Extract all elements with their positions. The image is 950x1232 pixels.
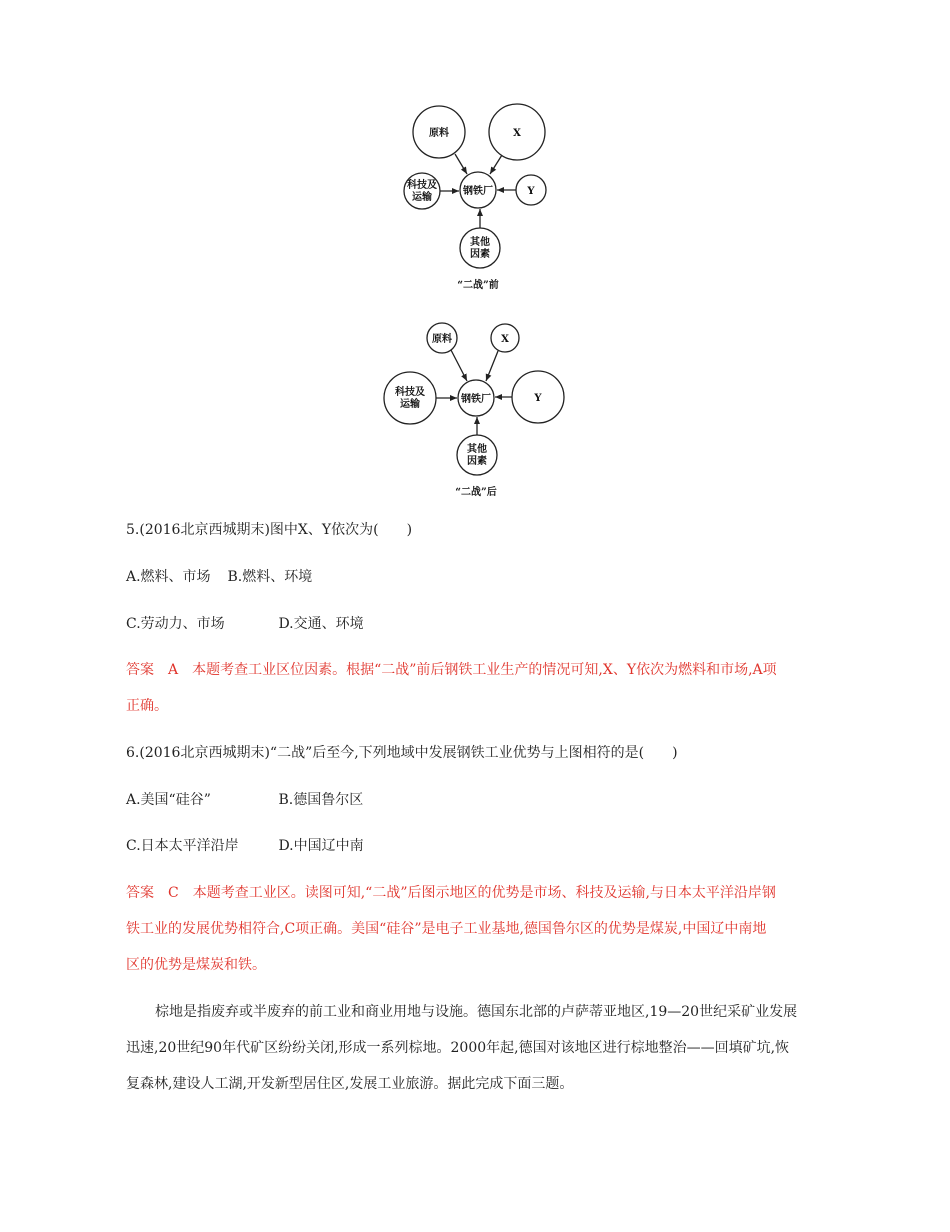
q6-answer-line1: 答案 C 本题考查工业区。读图可知,“二战”后图示地区的优势是市场、科技及运输,与日本太平洋沿岸钢 (126, 885, 776, 901)
label-other2-before: 因素 (470, 249, 490, 260)
steel-factors-diagrams (0, 0, 950, 510)
label-raw-after: 原料 (432, 334, 452, 345)
label-y-after: Y (534, 393, 542, 404)
arrow-raw-before (455, 154, 467, 174)
q5-answer-line2: 正确。 (126, 698, 168, 714)
passage-line1: 棕地是指废弃或半废弃的前工业和商业用地与设施。德国东北部的卢萨蒂亚地区,19—20世纪采矿业发展 (155, 1004, 798, 1020)
q6-option-b: B.德国鲁尔区 (278, 792, 364, 808)
arrow-raw-after (451, 350, 467, 381)
passage-line2: 迅速,20世纪90年代矿区纷纷关闭,形成一系列棕地。2000年起,德国对该地区进行棕地整治——回填矿坑,恢 (126, 1040, 790, 1056)
label-tech1-after: 科技及 (395, 387, 425, 398)
node-tech-before (404, 173, 440, 209)
q6-answer-line2: 铁工业的发展优势相符合,C项正确。美国“硅谷”是电子工业基地,德国鲁尔区的优势是煤炭,中国辽中南地 (126, 921, 767, 937)
q5-options-cd (126, 613, 364, 633)
q6-stem: 6.(2016北京西城期末)“二战”后至今,下列地域中发展钢铁工业优势与上图相符的是( ) (126, 745, 678, 761)
q6-option-a: A.美国“硅谷” (126, 792, 211, 808)
label-y-before: Y (527, 186, 535, 197)
node-other-before (460, 228, 500, 268)
q6-options-cd (126, 835, 364, 855)
q5-option-a: A.燃料、市场 (126, 569, 211, 585)
label-x-before: X (513, 128, 521, 139)
label-center-before: 钢铁厂 (463, 186, 493, 197)
label-x-after: X (501, 334, 509, 345)
q5-option-d: D.交通、环境 (278, 616, 364, 632)
q6-option-d: D.中国辽中南 (278, 838, 364, 854)
label-tech1-before: 科技及 (407, 180, 437, 191)
label-raw-before: 原料 (429, 128, 449, 139)
q5-answer-line1: 答案 A 本题考查工业区位因素。根据“二战”前后钢铁工业生产的情况可知,X、Y依次为燃料和市场,A项 (126, 662, 777, 678)
label-center-after: 钢铁厂 (461, 394, 491, 405)
q6-answer-line3: 区的优势是煤炭和铁。 (126, 957, 266, 973)
node-tech-after (384, 372, 436, 424)
label-other1-before: 其他 (470, 237, 490, 248)
q6-options-ab (126, 789, 363, 809)
q6-option-c: C.日本太平洋沿岸 (126, 838, 239, 854)
label-other2-after: 因素 (467, 456, 487, 467)
q5-stem: 5.(2016北京西城期末)图中X、Y依次为( ) (126, 522, 413, 538)
arrow-x-after (486, 351, 498, 381)
q5-option-c: C.劳动力、市场 (126, 616, 225, 632)
label-tech2-after: 运输 (400, 399, 420, 410)
caption-before: “二战”前 (457, 280, 499, 291)
label-other1-after: 其他 (467, 444, 487, 455)
passage-line3: 复森林,建设人工湖,开发新型居住区,发展工业旅游。据此完成下面三题。 (126, 1076, 574, 1092)
arrow-x-before (490, 155, 502, 174)
label-tech2-before: 运输 (412, 192, 432, 203)
caption-after: “二战”后 (455, 487, 497, 498)
diagram-area (0, 0, 950, 510)
q5-options-ab (126, 566, 312, 586)
node-other-after (457, 435, 497, 475)
q5-option-b: B.燃料、环境 (227, 569, 313, 585)
